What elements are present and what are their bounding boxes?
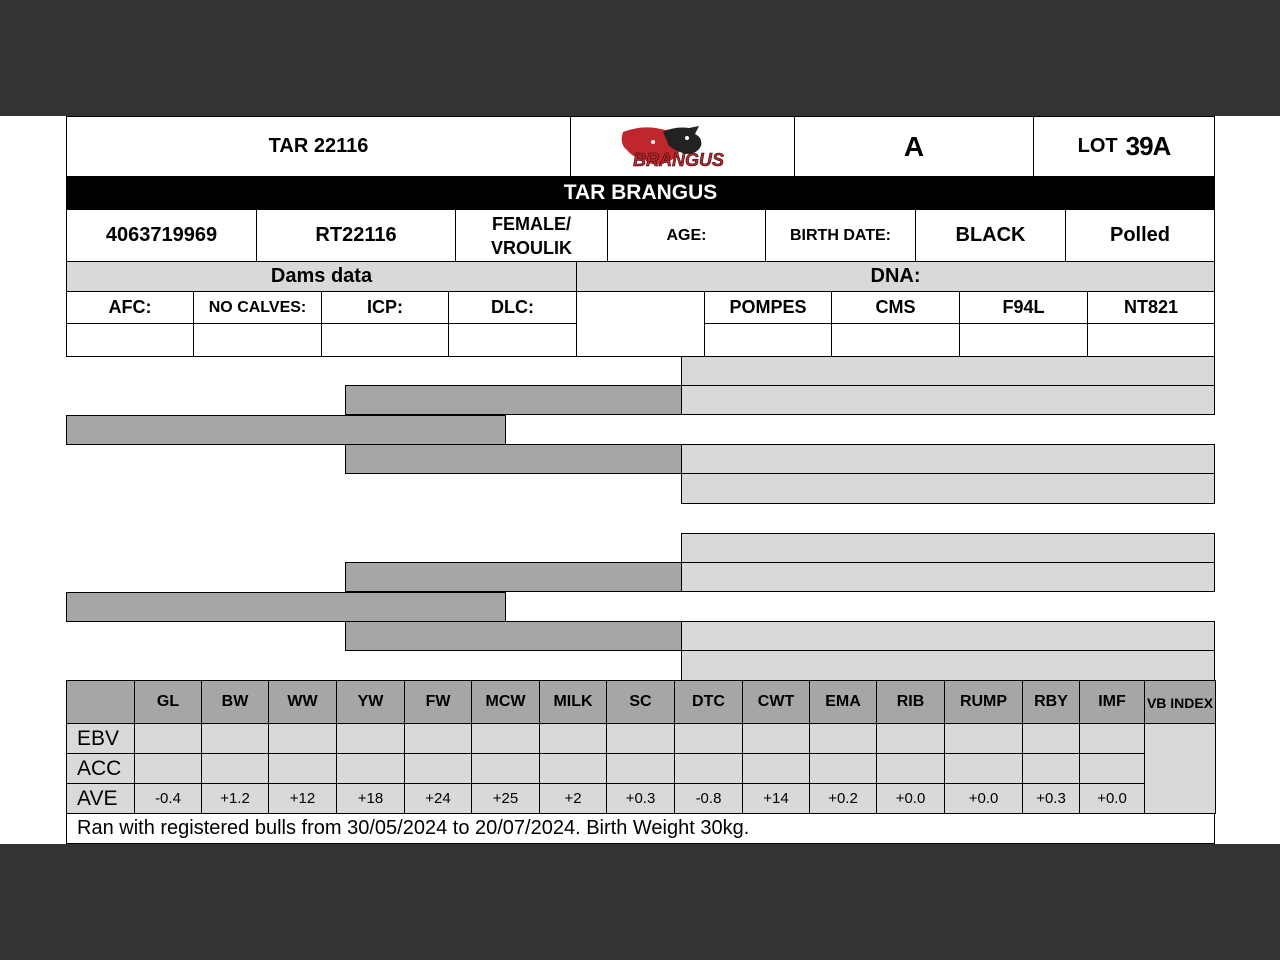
svg-text:BRANGUS: BRANGUS [632,149,724,170]
icp-value [321,323,449,357]
ebv-value [876,753,945,784]
age-label: AGE: [607,209,766,262]
ebv-value [1022,753,1080,784]
pompes-label: POMPES [704,291,832,324]
ebv-value [1022,723,1080,754]
ebv-column-header: GL [134,680,202,724]
ebv-column-header: EMA [809,680,877,724]
ebv-column-header: RIB [876,680,945,724]
dna-title: DNA: [576,261,1215,292]
ebv-column-header: CWT [742,680,810,724]
ebv-column-header: FW [404,680,472,724]
nt821-label: NT821 [1087,291,1215,324]
ebv-value [1079,753,1145,784]
birth-date-label: BIRTH DATE: [765,209,916,262]
ebv-value [539,753,607,784]
no-calves-value [193,323,322,357]
ave-value: +14 [742,783,810,814]
horn-status: Polled [1065,209,1215,262]
afc-label: AFC: [66,291,194,324]
pedigree-cell [681,650,1215,681]
ebv-value [809,723,877,754]
afc-value [66,323,194,357]
ebv-row-label: EBV [66,723,135,754]
ave-value: +18 [336,783,405,814]
no-calves-label: NO CALVES: [193,291,322,324]
ebv-value [944,753,1023,784]
pedigree-cell [681,385,1215,415]
pedigree-cell [681,473,1215,504]
vb-index-header: VB INDEX [1144,680,1216,724]
brangus-logo [570,116,795,177]
ebv-value [471,723,540,754]
ebv-value [404,753,472,784]
f94l-value [959,323,1088,357]
ebv-value [674,753,743,784]
ave-value: +2 [539,783,607,814]
pedigree-cell [681,356,1215,386]
bull-head-icon [603,122,763,172]
f94l-label: F94L [959,291,1088,324]
page-title: TAR BRANGUS [66,177,1215,209]
registration-number: RT22116 [256,209,456,262]
cms-value [831,323,960,357]
ebv-value [1079,723,1145,754]
ave-value: +24 [404,783,472,814]
ebv-row-label: AVE [66,783,135,814]
ave-value: +25 [471,783,540,814]
id-number: 4063719969 [66,209,257,262]
pedigree-cell [66,415,506,445]
ebv-value [336,753,405,784]
ebv-column-header: YW [336,680,405,724]
ave-value: +1.2 [201,783,269,814]
ebv-value [539,723,607,754]
breeding-note: Ran with registered bulls from 30/05/2024 to 20/07/2024. Birth Weight 30kg. [66,813,1215,844]
ave-value: +0.0 [944,783,1023,814]
ebv-value [742,723,810,754]
ebv-value [742,753,810,784]
ebv-value [201,753,269,784]
vb-index-value [1144,723,1216,814]
lot-card [0,116,1280,844]
ebv-column-header: SC [606,680,675,724]
ave-value: +0.2 [809,783,877,814]
pedigree-cell [345,385,682,415]
ebv-column-header: WW [268,680,337,724]
cms-label: CMS [831,291,960,324]
nt821-value [1087,323,1215,357]
pedigree-cell [345,621,682,651]
icp-label: ICP: [321,291,449,324]
ebv-corner-cell [66,680,135,724]
ebv-value [134,753,202,784]
pedigree-cell [345,562,682,592]
ave-value: +0.0 [1079,783,1145,814]
ebv-value [606,723,675,754]
ebv-value [268,723,337,754]
ave-value: -0.8 [674,783,743,814]
ebv-value [336,723,405,754]
ebv-column-header: RBY [1022,680,1080,724]
dlc-value [448,323,577,357]
lot-number: 39A [1125,131,1171,161]
dna-blank-cell [576,291,705,357]
pedigree-cell [681,444,1215,474]
pompes-value [704,323,832,357]
sex: FEMALE/ VROULIK [455,209,608,262]
pedigree-cell [66,592,506,622]
pedigree-cell [345,444,682,474]
dams-data-title: Dams data [66,261,577,292]
ave-value: +0.3 [1022,783,1080,814]
ave-value: +0.0 [876,783,945,814]
pedigree-cell [681,533,1215,563]
ave-value: +0.3 [606,783,675,814]
ebv-column-header: MCW [471,680,540,724]
pedigree-cell [681,621,1215,651]
grade: A [794,116,1034,177]
ebv-value [876,723,945,754]
lot-box [1033,116,1215,177]
ebv-value [268,753,337,784]
ebv-value [809,753,877,784]
pedigree-cell [681,562,1215,592]
dlc-label: DLC: [448,291,577,324]
ave-value: +12 [268,783,337,814]
ebv-column-header: MILK [539,680,607,724]
ave-value: -0.4 [134,783,202,814]
ebv-value [606,753,675,784]
lot-label: LOT [1077,135,1118,157]
ebv-column-header: RUMP [944,680,1023,724]
ebv-value [201,723,269,754]
ebv-row-label: ACC [66,753,135,784]
ebv-column-header: IMF [1079,680,1145,724]
ebv-value [471,753,540,784]
colour: BLACK [915,209,1066,262]
ebv-value [134,723,202,754]
ebv-column-header: DTC [674,680,743,724]
ebv-value [944,723,1023,754]
tag-number: TAR 22116 [66,116,571,177]
ebv-value [404,723,472,754]
ebv-column-header: BW [201,680,269,724]
ebv-value [674,723,743,754]
